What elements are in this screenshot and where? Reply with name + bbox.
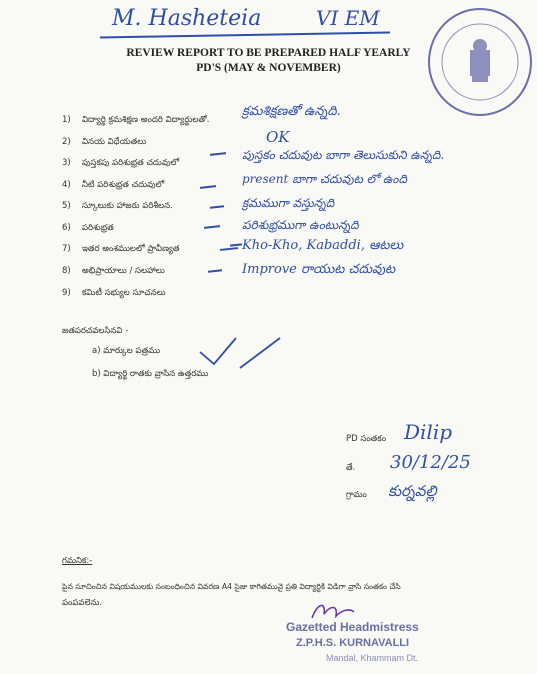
note-heading: గమనిక:- (62, 556, 93, 566)
answer-7: Kho-Kho, Kabaddi, ఆటలు (242, 238, 404, 253)
answer-dash (230, 243, 242, 246)
class-section: VI EM (316, 6, 380, 30)
item-number: 6) (62, 223, 71, 233)
item-label: అభిప్రాయాలు / సలహాలు (82, 266, 165, 276)
item-number: 3) (62, 158, 71, 168)
answer-6: పరిశుభ్రముగా ఉంటున్నది (242, 218, 359, 232)
item-row-4 (62, 180, 164, 192)
answer-dash (210, 152, 226, 155)
answer-dash (210, 205, 224, 208)
item-row-8 (62, 266, 165, 278)
item-number: 8) (62, 266, 71, 276)
item-row-1 (62, 115, 209, 127)
pd-signature-label: PD సంతకం (346, 434, 387, 444)
date-label: తే. (346, 463, 356, 473)
note-line-2: పంపవలెను. (62, 598, 103, 608)
item-row-9 (62, 288, 166, 300)
attachments-heading: జతపరచవలసినవి - (62, 326, 129, 336)
item-label: విద్యార్థి క్రమశిక్షణ అందరి విద్యార్థులతో. (82, 115, 210, 125)
item-row-5 (62, 201, 173, 213)
answer-dash (208, 269, 222, 272)
student-name: M. Hasheteia (112, 6, 262, 31)
village-label: గ్రామం (346, 490, 367, 500)
answer-3: పుస్తకం చదువుట బాగా తెలుసుకుని ఉన్నది. (242, 148, 445, 162)
item-row-7 (62, 244, 179, 256)
attachment-b: b) విద్యార్థి రాతకు వ్రాసిన ఉత్తరము (92, 369, 209, 379)
item-row-2 (62, 137, 146, 149)
answer-8: Improve రాయుట చదువుట (242, 262, 396, 277)
item-label: కమిటీ సభ్యుల సూచనలు (82, 288, 166, 298)
headmistress-stamp-line3: Mandal, Khammam Dt. (326, 653, 419, 663)
item-row-3 (62, 158, 179, 170)
name-underline (100, 31, 390, 38)
note-line-1: పైన సూచించిన విషయములకు సంబంధించిన వివరణ A4 సైజు కాగితమునై ప్రతి విద్యార్థికి విడిగా వ్రాసి సంతకం చేసి (62, 582, 401, 591)
item-number: 2) (62, 137, 71, 147)
item-number: 7) (62, 244, 71, 254)
answer-dash (220, 247, 238, 250)
item-number: 4) (62, 180, 71, 190)
report-title-line2: PD'S (MAY & NOVEMBER) (196, 62, 341, 74)
item-row-6 (62, 223, 114, 235)
pd-signature: Dilip (404, 420, 453, 444)
date-value: 30/12/25 (390, 452, 471, 473)
answer-4: present బాగా చదువుట లో ఉంది (242, 172, 407, 186)
headmistress-stamp-line2: Z.P.H.S. KURNAVALLI (296, 637, 410, 649)
item-label: నీటి పరిశుభ్రత చదువులో (82, 180, 165, 190)
answer-dash (200, 185, 216, 188)
item-label: ఇతర అంశములలో ప్రావీణ్యత (82, 244, 180, 254)
tick-mark-icon (196, 334, 286, 370)
answer-5: క్రమముగా వస్తున్నది (242, 196, 335, 210)
item-label: పుస్తకపు పరిశుభ్రత చదువులో (82, 158, 180, 168)
item-number: 1) (62, 115, 71, 125)
report-title-line1: REVIEW REPORT TO BE PREPARED HALF YEARLY (126, 47, 411, 59)
answer-1: క్రమశిక్షణతో ఉన్నది. (242, 104, 341, 119)
headmistress-stamp-line1: Gazetted Headmistress (286, 620, 419, 634)
item-label: వినయ విధేయతలు (82, 137, 147, 147)
attachment-a: a) మార్కుల పత్రము (92, 346, 161, 356)
village-value: కుర్నవల్లి (388, 482, 437, 500)
item-number: 5) (62, 201, 71, 211)
answer-2: OK (266, 128, 290, 146)
item-label: స్కూలుకు హాజరు పరిశీలన. (82, 201, 173, 211)
answer-dash (204, 225, 220, 228)
item-number: 9) (62, 288, 71, 298)
item-label: పరిశుభ్రత (82, 223, 114, 233)
